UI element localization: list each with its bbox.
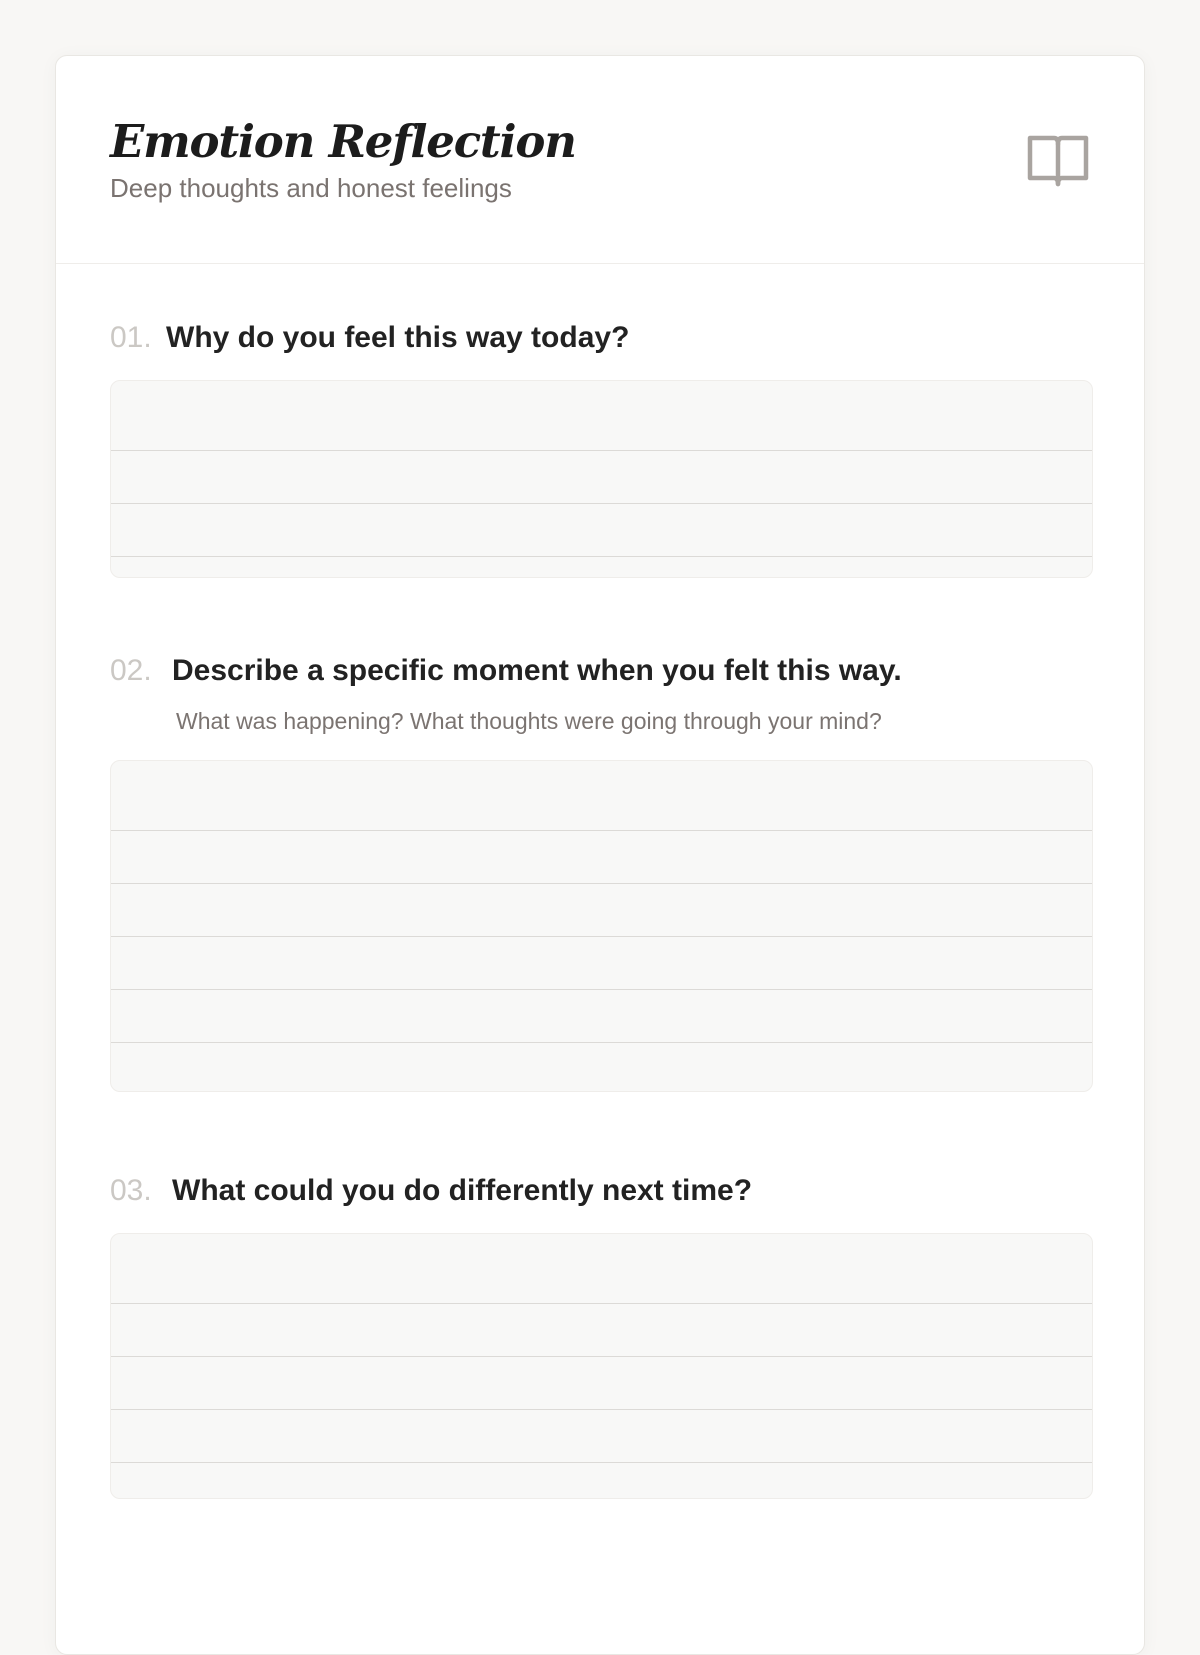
answer-area-3[interactable] bbox=[110, 1233, 1093, 1499]
writing-line bbox=[111, 450, 1092, 451]
question-heading bbox=[110, 318, 1093, 358]
writing-line bbox=[111, 1356, 1092, 1357]
answer-area-2[interactable] bbox=[110, 760, 1093, 1092]
writing-line bbox=[111, 556, 1092, 557]
question-number: 03. bbox=[110, 1174, 152, 1207]
journal-card bbox=[55, 55, 1145, 1655]
page-title: Emotion Reflection bbox=[110, 115, 576, 168]
question-heading bbox=[110, 1171, 1093, 1211]
writing-line bbox=[111, 1042, 1092, 1043]
question-text: What could you do differently next time? bbox=[172, 1174, 753, 1207]
book-open-icon bbox=[1026, 128, 1090, 192]
writing-line bbox=[111, 1462, 1092, 1463]
writing-line bbox=[111, 883, 1092, 884]
writing-line bbox=[111, 830, 1092, 831]
question-hint: What was happening? What thoughts were going through your mind? bbox=[176, 708, 882, 734]
question-number: 02. bbox=[110, 654, 152, 687]
question-3 bbox=[110, 1171, 1093, 1211]
writing-line bbox=[111, 936, 1092, 937]
writing-line bbox=[111, 989, 1092, 990]
writing-line bbox=[111, 1409, 1092, 1410]
question-text: Describe a specific moment when you felt this way. bbox=[172, 654, 902, 687]
question-text: Why do you feel this way today? bbox=[166, 321, 630, 354]
question-number: 01. bbox=[110, 321, 152, 354]
page-subtitle: Deep thoughts and honest feelings bbox=[110, 173, 512, 203]
writing-line bbox=[111, 503, 1092, 504]
answer-area-1[interactable] bbox=[110, 380, 1093, 578]
journal-header bbox=[56, 56, 1144, 264]
writing-line bbox=[111, 1303, 1092, 1304]
question-1 bbox=[110, 318, 1093, 358]
question-heading bbox=[110, 651, 1093, 691]
question-2 bbox=[110, 651, 1093, 734]
